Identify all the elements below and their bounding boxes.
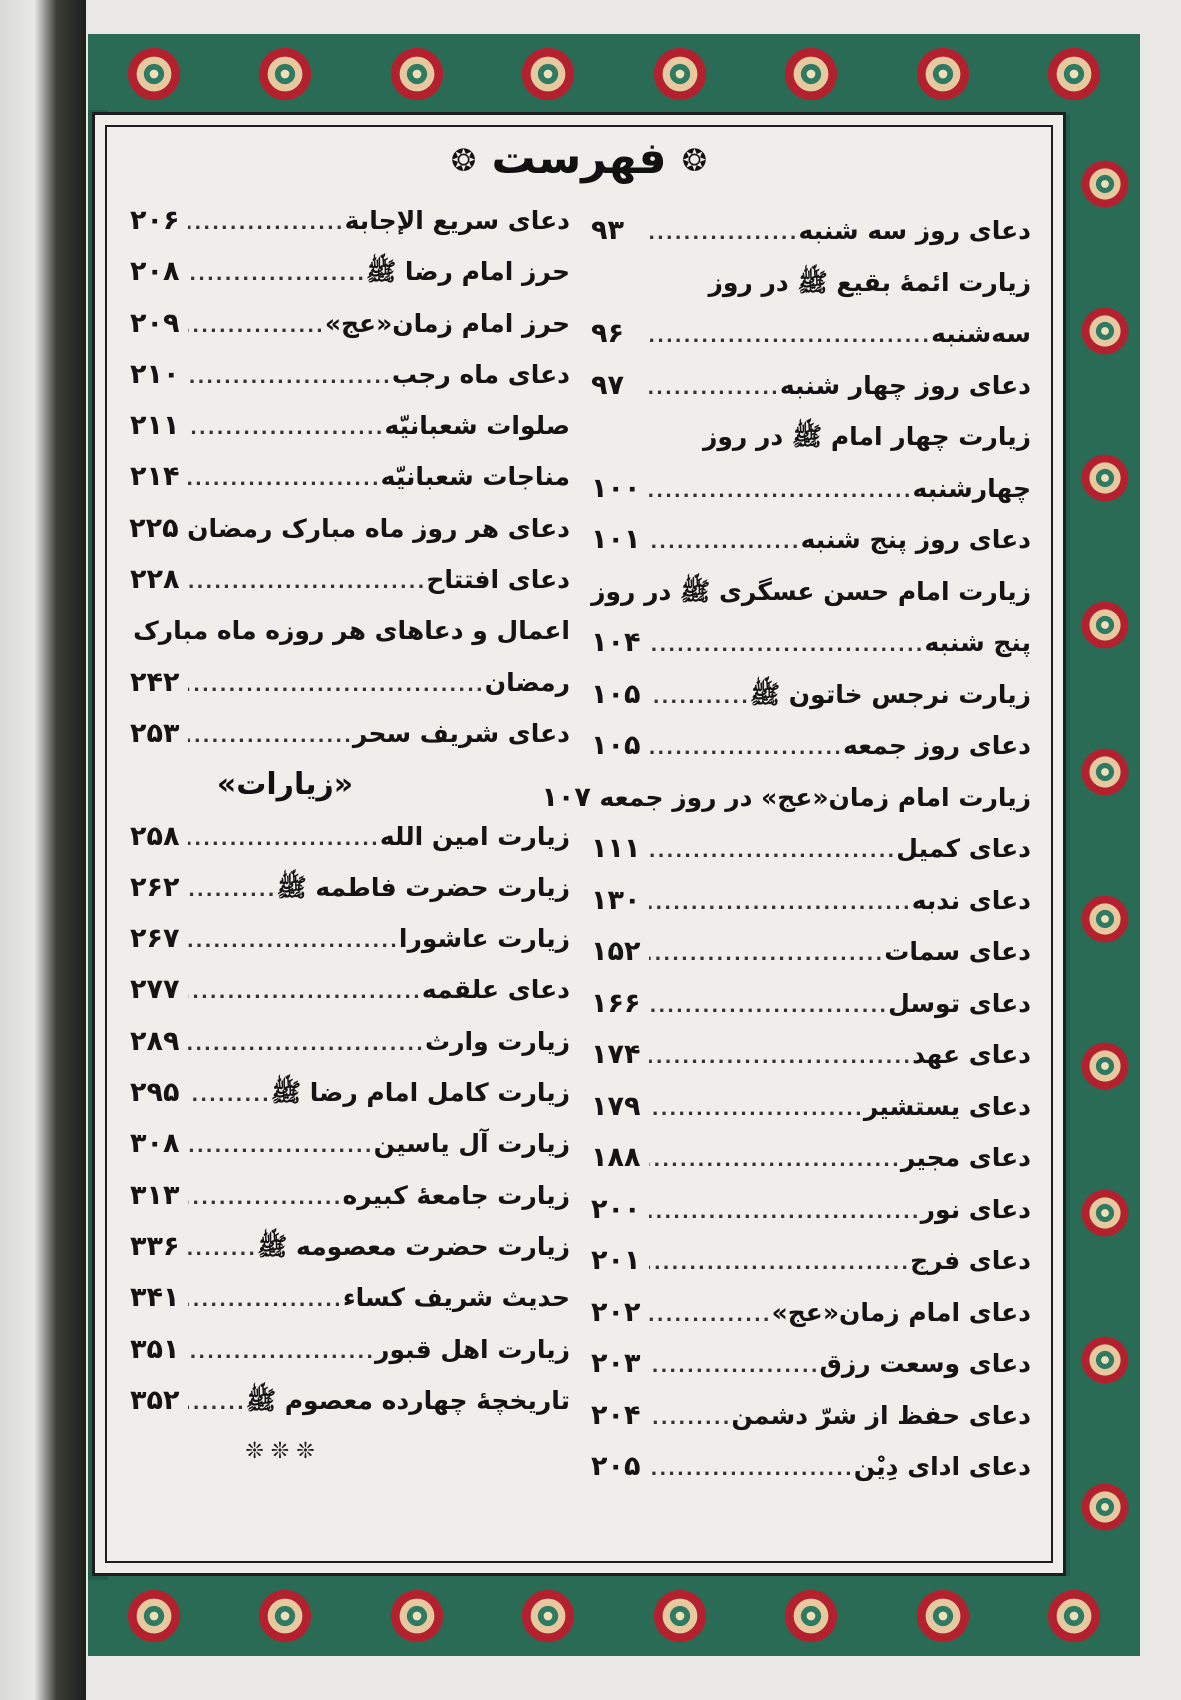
toc-page-number: ۱۰۵ bbox=[591, 730, 641, 761]
toc-entry bbox=[130, 605, 570, 656]
toc-entry-title: دعای ادای دِیْن bbox=[853, 1452, 1031, 1481]
toc-entry-title: رمضان bbox=[484, 667, 570, 697]
toc-page-number: ۲۱۱ bbox=[130, 410, 180, 442]
toc-entry bbox=[130, 1324, 570, 1375]
dot-leader bbox=[649, 1290, 772, 1342]
toc-page-number: ۲۵۳ bbox=[130, 717, 180, 749]
toc-entry-title: دعای شریف سحر bbox=[352, 718, 570, 748]
toc-entry-title: زیارت حضرت فاطمه ﷺ bbox=[276, 872, 570, 902]
toc-page-number: ۲۱۴ bbox=[130, 461, 180, 493]
toc-page-number: ۲۰۱ bbox=[591, 1245, 641, 1276]
toc-page-number: ۲۰۴ bbox=[591, 1399, 641, 1431]
floral-medallion-icon bbox=[1045, 45, 1103, 103]
dot-leader bbox=[649, 1341, 820, 1393]
dot-leader bbox=[188, 1378, 246, 1429]
toc-page-number: ۱۰۴ bbox=[591, 627, 641, 658]
book-spine-shadow bbox=[0, 0, 86, 1700]
toc-entry-title: دعای نور bbox=[920, 1194, 1031, 1224]
toc-entry bbox=[591, 617, 1031, 669]
floral-medallion-icon bbox=[1079, 893, 1131, 945]
dot-leader bbox=[188, 249, 366, 300]
floral-medallion-icon bbox=[125, 45, 183, 103]
floral-medallion-icon bbox=[651, 45, 709, 103]
top-ornament-band bbox=[88, 34, 1140, 114]
toc-page-number: ۲۰۳ bbox=[591, 1348, 641, 1379]
toc-entry-title: دعای ندبه bbox=[911, 885, 1031, 915]
toc-entry bbox=[130, 451, 570, 502]
toc-entry bbox=[130, 503, 570, 554]
toc-page-number: ۱۷۹ bbox=[591, 1090, 641, 1122]
toc-page-number: ۱۰۰ bbox=[591, 472, 641, 504]
toc-entry bbox=[130, 349, 570, 400]
toc-entry-title: اعمال و دعاهای هر روزه ماه مبارک bbox=[133, 616, 570, 646]
toc-entry bbox=[591, 1235, 1031, 1287]
toc-entry-title: دعای روز جمعه bbox=[843, 731, 1031, 760]
toc-entry bbox=[591, 1081, 1031, 1133]
floral-medallion-icon bbox=[782, 1587, 840, 1645]
dot-leader bbox=[188, 1019, 425, 1070]
toc-entry bbox=[591, 720, 1031, 772]
page-title bbox=[95, 133, 1063, 184]
dot-leader bbox=[188, 814, 380, 865]
toc-page-number: ۳۳۶ bbox=[130, 1230, 180, 1262]
toc-entry bbox=[591, 1184, 1031, 1236]
toc-page-number: ۳۴۱ bbox=[130, 1282, 180, 1314]
dot-leader bbox=[649, 1135, 901, 1187]
floral-medallion-icon bbox=[388, 1587, 446, 1645]
toc-entry-title: زیارت عاشورا bbox=[398, 924, 570, 954]
toc-entry bbox=[591, 1029, 1031, 1081]
toc-page-number: ۲۰۸ bbox=[130, 256, 180, 288]
toc-entry bbox=[130, 1170, 570, 1221]
toc-entry bbox=[591, 1287, 1031, 1339]
toc-page-number: ۱۵۲ bbox=[591, 936, 641, 967]
dot-leader bbox=[649, 466, 913, 518]
toc-entry bbox=[591, 875, 1031, 927]
dot-leader bbox=[649, 826, 896, 878]
toc-entry bbox=[130, 1118, 570, 1169]
toc-page-number: ۲۲۵ bbox=[129, 512, 179, 544]
toc-entry bbox=[130, 1272, 570, 1323]
toc-page-number: ۲۲۸ bbox=[130, 564, 180, 596]
toc-entry-title: دعای روز سه شنبه bbox=[798, 216, 1031, 245]
dot-leader bbox=[188, 916, 399, 967]
dot-leader bbox=[188, 403, 385, 454]
dot-leader bbox=[649, 208, 798, 260]
toc-page-number: ۳۰۸ bbox=[130, 1128, 180, 1160]
floral-medallion-icon bbox=[1079, 746, 1131, 798]
floral-medallion-icon bbox=[1045, 1587, 1103, 1645]
toc-page-number: ۱۰۱ bbox=[591, 524, 641, 555]
floral-medallion-icon bbox=[388, 45, 446, 103]
toc-entry bbox=[591, 360, 1031, 412]
dot-leader bbox=[188, 352, 392, 403]
toc-entry-title: دعای افتتاح bbox=[426, 565, 570, 595]
right-column bbox=[541, 205, 1031, 1493]
toc-entry-title: زیارت وارث bbox=[424, 1026, 570, 1056]
toc-entry bbox=[591, 566, 1031, 618]
toc-entry-title: دعای امام زمان«عج» bbox=[771, 1297, 1031, 1327]
toc-entry bbox=[130, 1016, 570, 1067]
toc-entry-title: دعای توسل bbox=[888, 988, 1031, 1018]
title-text: فهرست bbox=[491, 133, 667, 184]
toc-page-number: ۱۰۵ bbox=[591, 678, 641, 710]
toc-entry bbox=[130, 657, 570, 708]
toc-entry bbox=[130, 1067, 570, 1118]
dot-leader bbox=[649, 517, 801, 569]
toc-entry-title: چهارشنبه bbox=[912, 473, 1031, 503]
toc-entry-title: حدیث شریف کساء bbox=[342, 1283, 570, 1313]
dot-leader bbox=[649, 672, 750, 724]
toc-entry bbox=[591, 926, 1031, 978]
toc-entry-title: دعای مجیر bbox=[900, 1143, 1031, 1172]
toc-entry-title: دعای سمات bbox=[884, 937, 1031, 966]
toc-entry-title: زیارت چهار امام ﷺ در روز bbox=[702, 422, 1031, 451]
toc-page-number: ۲۴۲ bbox=[130, 666, 180, 698]
dot-leader bbox=[649, 1393, 731, 1445]
toc-entry-title: زیارت نرجس خاتون ﷺ bbox=[749, 679, 1031, 709]
dot-leader bbox=[188, 865, 276, 916]
toc-page-number: ۲۸۹ bbox=[130, 1025, 180, 1057]
toc-entry-title: دعای حفظ از شرّ دشمن bbox=[731, 1400, 1031, 1430]
toc-entry bbox=[591, 205, 1031, 257]
toc-entry bbox=[591, 308, 1031, 360]
dot-leader bbox=[188, 1173, 342, 1224]
toc-entry-title: حرز امام زمان«عج» bbox=[324, 308, 570, 338]
floral-medallion-icon bbox=[1079, 1481, 1131, 1533]
toc-page-number: ۳۱۳ bbox=[130, 1179, 180, 1211]
toc-entry-title: دعای علقمه bbox=[421, 975, 570, 1005]
toc-entry bbox=[130, 811, 570, 862]
dot-leader bbox=[649, 1187, 921, 1239]
dot-leader bbox=[188, 660, 485, 711]
toc-entry bbox=[130, 708, 570, 759]
dot-leader bbox=[188, 1121, 374, 1172]
toc-entry-title: زیارت ائمۀ بقیع ﷺ در روز bbox=[708, 267, 1031, 297]
toc-entry-title: صلوات شعبانیّه bbox=[384, 411, 570, 441]
toc-page-number: ۱۸۸ bbox=[591, 1142, 641, 1173]
toc-entry bbox=[591, 823, 1031, 875]
floral-medallion-icon bbox=[1079, 158, 1131, 210]
toc-page-number: ۱۰۷ bbox=[541, 781, 591, 813]
toc-page-number: ۲۰۶ bbox=[130, 205, 180, 236]
toc-entry-title: پنج شنبه bbox=[924, 628, 1031, 657]
toc-entry bbox=[130, 1375, 570, 1426]
toc-page-number: ۳۵۱ bbox=[130, 1333, 180, 1365]
toc-entry-title: مناجات شعبانیّه bbox=[380, 462, 570, 492]
dot-leader bbox=[649, 929, 884, 981]
dot-leader bbox=[649, 1238, 910, 1290]
toc-page-number: ۹۷ bbox=[591, 369, 624, 401]
toc-entry-title: تاریخچۀ چهارده معصوم ﷺ bbox=[245, 1385, 570, 1415]
section-heading: «زیارات» bbox=[216, 767, 354, 803]
toc-page-number: ۲۷۷ bbox=[130, 974, 180, 1006]
dot-leader bbox=[188, 1327, 375, 1378]
end-mark: ❊ ❊ ❊ bbox=[245, 1439, 315, 1465]
toc-entry-title: دعای سریع الإجابة bbox=[344, 206, 570, 235]
toc-entry bbox=[541, 772, 1031, 824]
toc-entry-title: زیارت جامعۀ کبیره bbox=[342, 1180, 570, 1210]
title-ornament-icon: ❂ bbox=[681, 143, 707, 179]
toc-entry bbox=[591, 463, 1031, 515]
toc-page-number: ۲۹۵ bbox=[130, 1077, 180, 1109]
title-ornament-icon: ❂ bbox=[450, 143, 477, 179]
toc-entry bbox=[591, 978, 1031, 1030]
toc-entry-title: دعای کمیل bbox=[896, 834, 1031, 863]
toc-page-number: ۹۶ bbox=[591, 318, 624, 349]
toc-entry-title: دعای یستشیر bbox=[863, 1091, 1031, 1121]
dot-leader bbox=[188, 1275, 343, 1326]
dot-leader bbox=[188, 301, 325, 352]
floral-medallion-icon bbox=[651, 1587, 709, 1645]
dot-leader bbox=[649, 1444, 854, 1496]
toc-entry bbox=[130, 298, 570, 349]
toc-entry-title: دعای عهد bbox=[912, 1040, 1031, 1069]
dot-leader bbox=[188, 557, 426, 608]
dot-leader bbox=[188, 711, 353, 762]
toc-page-number: ۱۳۰ bbox=[591, 884, 641, 916]
floral-medallion-icon bbox=[1079, 452, 1131, 504]
toc-entry-title: دعای فرج bbox=[910, 1246, 1031, 1275]
toc-page-number: ۲۶۷ bbox=[130, 923, 180, 955]
floral-medallion-icon bbox=[256, 45, 314, 103]
toc-page-number: ۲۶۲ bbox=[130, 871, 180, 903]
floral-medallion-icon bbox=[1079, 1334, 1131, 1386]
toc-entry-title: زیارت کامل امام رضا ﷺ bbox=[270, 1078, 570, 1108]
toc-entry bbox=[130, 246, 570, 297]
toc-entry-title: زیارت امام حسن عسگری ﷺ در روز bbox=[591, 576, 1031, 606]
toc-page-number: ۹۳ bbox=[591, 215, 624, 246]
floral-medallion-icon bbox=[914, 45, 972, 103]
toc-entry bbox=[591, 411, 1031, 463]
floral-medallion-icon bbox=[125, 1587, 183, 1645]
toc-page-number: ۱۷۴ bbox=[591, 1039, 641, 1070]
toc-entry bbox=[130, 554, 570, 605]
toc-page-number: ۲۰۹ bbox=[130, 307, 180, 339]
toc-page-number: ۲۰۰ bbox=[591, 1193, 641, 1225]
dot-leader bbox=[188, 967, 422, 1018]
toc-entry bbox=[591, 257, 1031, 309]
toc-entry bbox=[591, 1390, 1031, 1442]
toc-entry bbox=[130, 913, 570, 964]
toc-entry bbox=[591, 1441, 1031, 1493]
dot-leader bbox=[188, 1070, 271, 1121]
dot-leader bbox=[188, 1224, 257, 1275]
toc-entry-title: دعای هر روز ماه مبارک رمضان bbox=[187, 513, 570, 543]
right-ornament-band bbox=[1070, 110, 1140, 1580]
toc-entry-title: حرز امام رضا ﷺ bbox=[366, 257, 570, 287]
toc-entry-title: زیارت امام زمان«عج» در روز جمعه bbox=[599, 782, 1031, 812]
toc-entry bbox=[130, 195, 570, 246]
floral-medallion-icon bbox=[1079, 1040, 1131, 1092]
floral-medallion-icon bbox=[519, 1587, 577, 1645]
floral-medallion-icon bbox=[914, 1587, 972, 1645]
floral-medallion-icon bbox=[1079, 305, 1131, 357]
dot-leader bbox=[649, 1084, 864, 1136]
toc-page-number: ۱۶۶ bbox=[591, 987, 641, 1019]
toc-entry-title: زیارت آل یاسین bbox=[373, 1129, 570, 1159]
floral-medallion-icon bbox=[256, 1587, 314, 1645]
floral-medallion-icon bbox=[1079, 599, 1131, 651]
toc-entry-title: زیارت حضرت معصومه ﷺ bbox=[257, 1231, 570, 1261]
dot-leader bbox=[649, 1032, 912, 1084]
toc-entry bbox=[130, 964, 570, 1015]
dot-leader bbox=[649, 981, 888, 1033]
toc-entry-title: زیارت اهل قبور bbox=[375, 1334, 570, 1364]
toc-entry bbox=[591, 669, 1031, 721]
toc-entry bbox=[591, 1338, 1031, 1390]
dot-leader bbox=[649, 723, 843, 775]
toc-entry bbox=[130, 1221, 570, 1272]
toc-entry bbox=[591, 514, 1031, 566]
contents-panel bbox=[92, 112, 1066, 1576]
toc-entry-title: دعای روز پنج شنبه bbox=[800, 525, 1031, 554]
toc-entry bbox=[591, 1132, 1031, 1184]
toc-entry bbox=[130, 400, 570, 451]
bottom-ornament-band bbox=[88, 1576, 1140, 1656]
toc-page-number: ۳۵۲ bbox=[130, 1384, 180, 1416]
floral-medallion-icon bbox=[1079, 1187, 1131, 1239]
dot-leader bbox=[649, 311, 931, 363]
toc-page-number: ۲۵۸ bbox=[130, 820, 180, 852]
dot-leader bbox=[649, 620, 925, 672]
toc-entry-title: دعای روز چهار شنبه bbox=[779, 370, 1031, 400]
dot-leader bbox=[188, 454, 381, 505]
toc-entry-title: دعای وسعت رزق bbox=[819, 1349, 1031, 1378]
floral-medallion-icon bbox=[519, 45, 577, 103]
floral-medallion-icon bbox=[782, 45, 840, 103]
toc-page-number: ۲۰۲ bbox=[591, 1296, 641, 1328]
toc-entry bbox=[130, 862, 570, 913]
toc-entry-title: دعای ماه رجب bbox=[391, 359, 570, 389]
toc-page-number: ۲۰۵ bbox=[591, 1451, 641, 1482]
toc-page-number: ۱۱۱ bbox=[591, 833, 641, 864]
toc-page-number: ۲۱۰ bbox=[130, 358, 180, 390]
dot-leader bbox=[649, 363, 780, 415]
toc-entry-title: زیارت امین الله bbox=[379, 821, 570, 851]
dot-leader bbox=[188, 198, 345, 249]
dot-leader bbox=[649, 878, 912, 930]
left-column bbox=[130, 195, 570, 1477]
toc-entry-title: سه‌شنبه bbox=[931, 319, 1031, 348]
